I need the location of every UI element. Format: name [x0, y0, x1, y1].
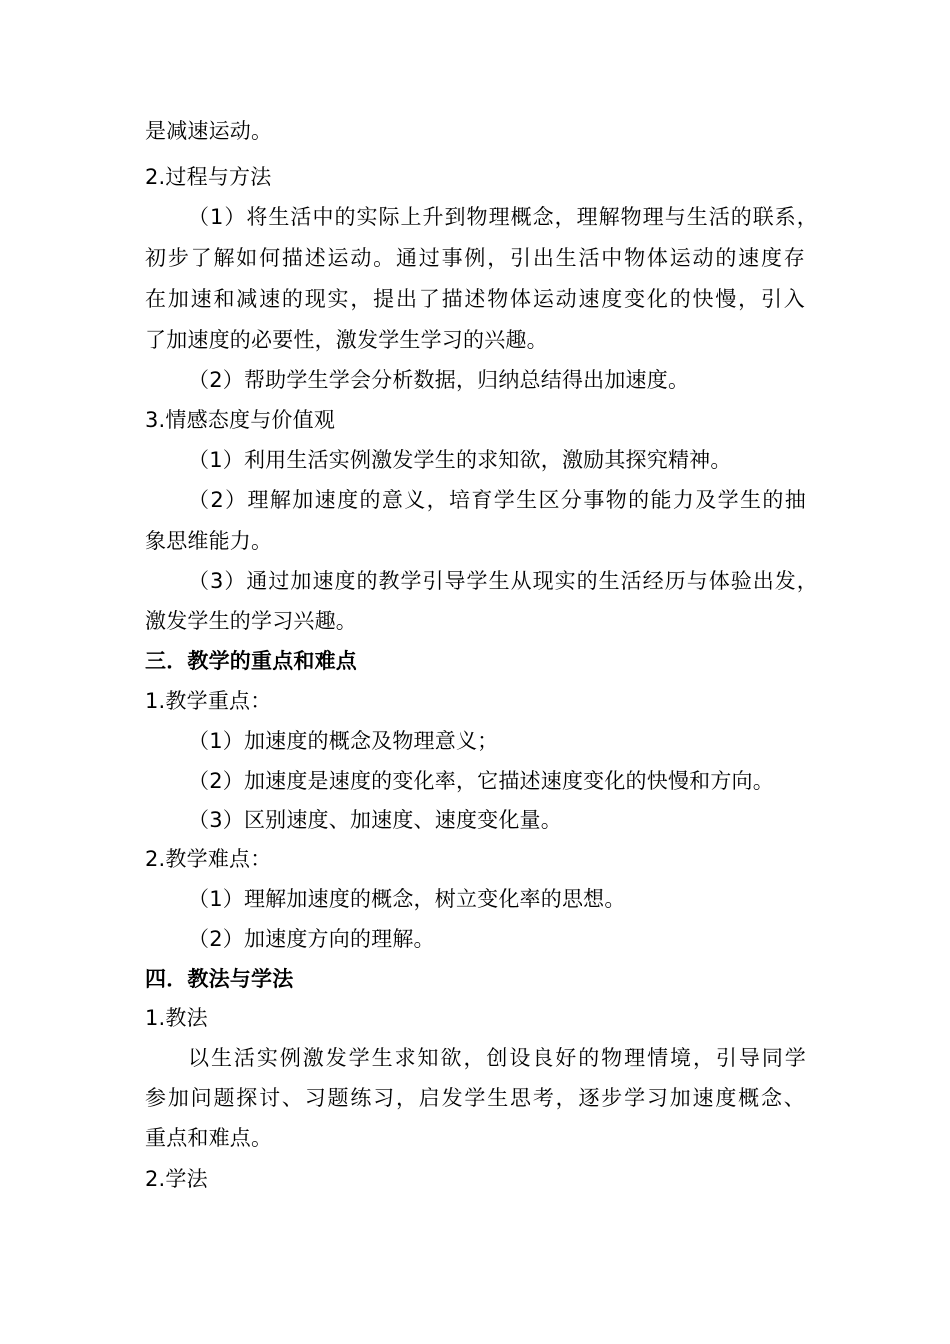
list-item: （3）区别速度、加速度、速度变化量。: [188, 808, 562, 832]
paragraph-line: （3）通过加速度的教学引导学生从现实的生活经历与体验出发，: [188, 569, 818, 593]
paragraph-line: 以生活实例激发学生求知欲，创设良好的物理情境，引导同学: [188, 1046, 806, 1070]
paragraph-line: 在加速和减速的现实，提出了描述物体运动速度变化的快慢，引入: [145, 287, 805, 311]
subsection-heading: 3.情感态度与价值观: [145, 408, 336, 432]
subsection-heading: 1.教学重点：: [145, 689, 272, 713]
list-item: （1）加速度的概念及物理意义；: [188, 729, 499, 753]
subsection-heading: 2.教学难点：: [145, 847, 272, 871]
section-heading: 四．教法与学法: [145, 967, 294, 991]
paragraph-line: （1）利用生活实例激发学生的求知欲，激励其探究精神。: [188, 448, 732, 472]
paragraph-line: 初步了解如何描述运动。通过事例，引出生活中物体运动的速度存: [145, 246, 805, 270]
paragraph-line: 重点和难点。: [145, 1126, 273, 1150]
paragraph-line: （1）将生活中的实际上升到物理概念，理解物理与生活的联系，: [188, 205, 818, 229]
paragraph-line: （2）帮助学生学会分析数据，归纳总结得出加速度。: [188, 368, 690, 392]
paragraph-line: 象思维能力。: [145, 529, 273, 553]
subsection-heading: 1.教法: [145, 1006, 208, 1030]
paragraph-line: 激发学生的学习兴趣。: [145, 609, 357, 633]
list-item: （2）加速度方向的理解。: [188, 927, 435, 951]
subsection-heading: 2.学法: [145, 1167, 208, 1191]
subsection-heading: 2.过程与方法: [145, 165, 272, 189]
paragraph-line: 了加速度的必要性，激发学生学习的兴趣。: [145, 328, 548, 352]
list-item: （1）理解加速度的概念，树立变化率的思想。: [188, 887, 626, 911]
paragraph-line: （2）理解加速度的意义，培育学生区分事物的能力及学生的抽: [188, 488, 806, 512]
text-line: 是减速运动。: [145, 119, 273, 143]
list-item: （2）加速度是速度的变化率，它描述速度变化的快慢和方向。: [188, 769, 774, 793]
paragraph-line: 参加问题探讨、习题练习，启发学生思考，逐步学习加速度概念、: [145, 1086, 805, 1110]
section-heading: 三．教学的重点和难点: [145, 649, 357, 673]
